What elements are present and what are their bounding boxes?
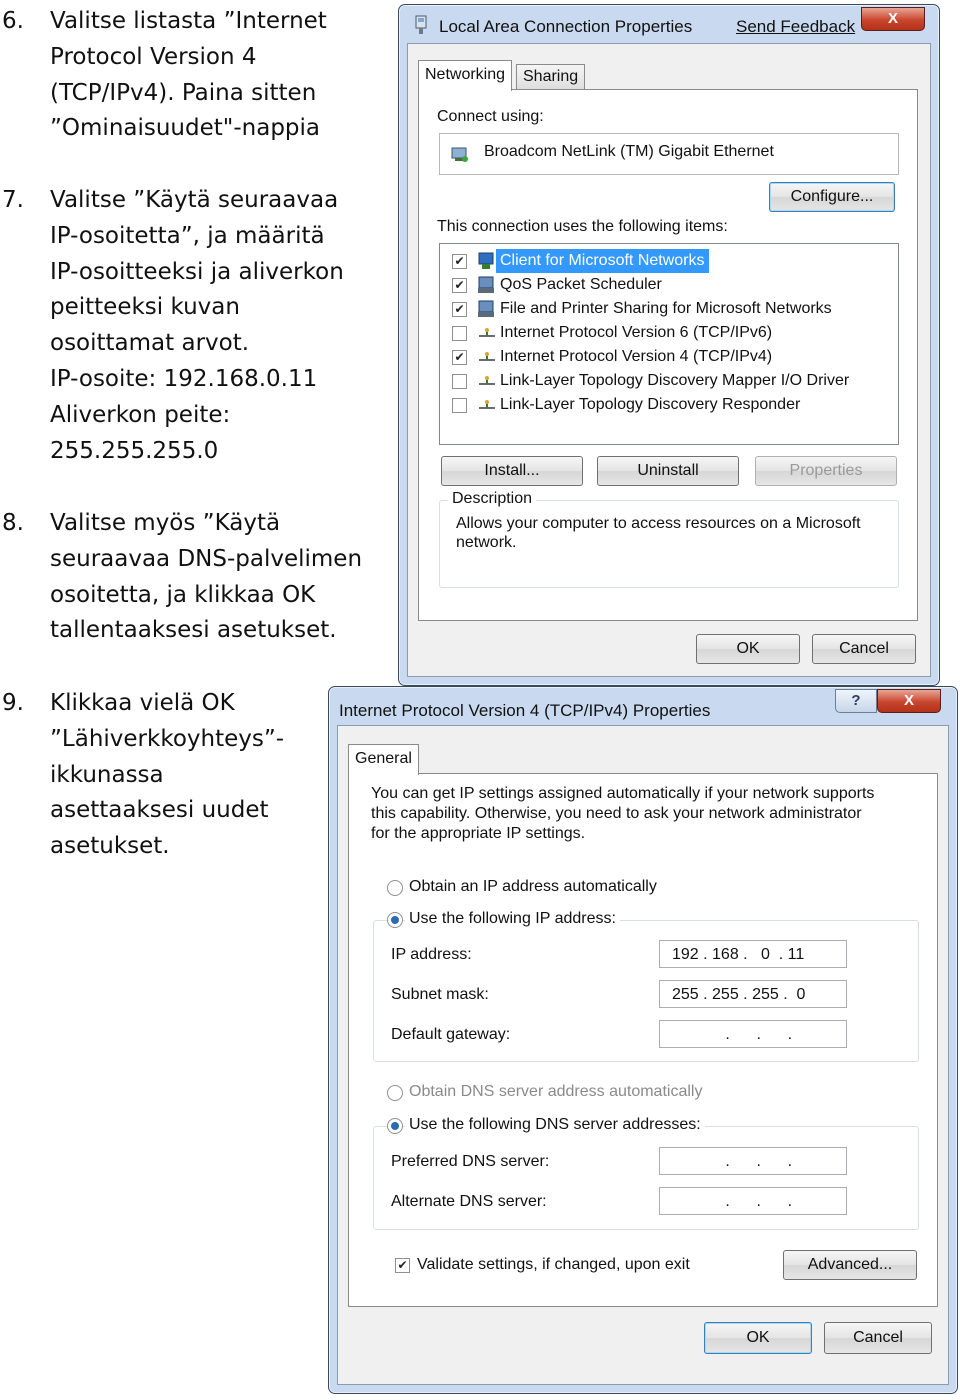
properties-label: Properties [789, 462, 863, 479]
ip-address-field[interactable]: 192 . 168 . 0 . 11 [659, 940, 847, 968]
default-gateway-field[interactable]: . . . [659, 1020, 847, 1048]
instruction-6 [0, 4, 327, 147]
adapter-field [439, 133, 899, 175]
instruction-7 [0, 183, 344, 469]
network-client-icon [476, 251, 496, 271]
instruction-line: Valitse ”Käytä seuraavaa [50, 187, 339, 213]
instruction-number: 7. [2, 187, 24, 213]
validate-checkbox[interactable]: ✔ [395, 1258, 410, 1273]
obtain-ip-auto-radio[interactable] [387, 880, 403, 896]
intro-text-line: for the appropriate IP settings. [371, 825, 586, 842]
item-checkbox[interactable]: ✔ [452, 302, 467, 317]
instruction-line: Valitse listasta ”Internet [50, 8, 327, 34]
item-checkbox[interactable] [452, 398, 467, 413]
validate-label[interactable]: Validate settings, if changed, upon exit [417, 1256, 690, 1273]
instruction-line: IP-osoitteeksi ja aliverkon [50, 258, 344, 285]
send-feedback-link[interactable]: Send Feedback [736, 17, 856, 36]
obtain-ip-auto-label[interactable]: Obtain an IP address automatically [409, 878, 657, 895]
item-label: Link-Layer Topology Discovery Responder [500, 396, 801, 413]
list-item[interactable] [440, 297, 896, 321]
list-item[interactable] [440, 369, 896, 393]
instruction-line: Valitse myös ”Käytä [50, 510, 281, 536]
instruction-line: IP-osoitetta”, ja määritä [50, 222, 325, 249]
instruction-8 [0, 506, 362, 649]
description-group [439, 490, 899, 588]
network-adapter-icon [450, 144, 470, 164]
protocol-icon [478, 351, 496, 363]
general-panel [348, 773, 938, 1307]
list-item[interactable] [440, 321, 896, 345]
description-text-line: network. [456, 534, 517, 551]
network-service-icon [476, 299, 496, 319]
alternate-dns-label: Alternate DNS server: [391, 1193, 547, 1210]
ip-address-label: IP address: [391, 946, 472, 963]
item-checkbox[interactable]: ✔ [452, 254, 467, 269]
obtain-dns-auto-label[interactable]: Obtain DNS server address automatically [409, 1083, 703, 1100]
help-icon: ? [851, 692, 861, 709]
instruction-line: asetukset. [50, 833, 170, 860]
description-label: Description [448, 490, 536, 508]
install-button[interactable] [441, 456, 583, 486]
instruction-line: IP-osoite: 192.168.0.11 [50, 365, 318, 392]
list-item[interactable] [440, 249, 896, 273]
item-label: QoS Packet Scheduler [500, 276, 662, 293]
lan-properties-window [398, 4, 940, 686]
properties-button[interactable] [755, 456, 897, 486]
advanced-button[interactable] [783, 1250, 917, 1280]
item-label: Client for Microsoft Networks [496, 249, 709, 273]
uninstall-button[interactable] [597, 456, 739, 486]
list-item[interactable] [440, 273, 896, 297]
instruction-line: peitteeksi kuvan [50, 294, 240, 321]
intro-text-line: You can get IP settings assigned automatically if your network supports [371, 785, 875, 802]
instruction-line: ”Ominaisuudet"-nappia [50, 115, 321, 142]
network-service-icon [476, 275, 496, 295]
tab-general[interactable]: General [348, 744, 419, 775]
preferred-dns-field[interactable]: . . . [659, 1147, 847, 1175]
lan-close-button[interactable] [861, 7, 925, 31]
close-icon: X [903, 692, 914, 709]
ipv4-window-title: Internet Protocol Version 4 (TCP/IPv4) Properties [339, 701, 711, 720]
network-connection-icon [413, 15, 429, 35]
default-gateway-label: Default gateway: [391, 1026, 511, 1043]
protocol-icon [478, 375, 496, 387]
subnet-mask-label: Subnet mask: [391, 986, 489, 1003]
ipv4-close-button[interactable] [877, 689, 941, 713]
item-checkbox[interactable]: ✔ [452, 350, 467, 365]
instruction-line: (TCP/IPv4). Paina sitten [50, 79, 317, 106]
instruction-number: 9. [2, 690, 24, 716]
obtain-dns-auto-radio[interactable] [387, 1085, 403, 1101]
instruction-line: osoittamat arvot. [50, 330, 250, 357]
intro-text-line: this capability. Otherwise, you need to ask your network administrator [371, 805, 862, 822]
configure-label: Configure... [790, 188, 874, 205]
instruction-line: Protocol Version 4 [50, 43, 257, 70]
alternate-dns-field[interactable]: . . . [659, 1187, 847, 1215]
instruction-9 [0, 686, 284, 865]
lan-client-area [407, 43, 931, 677]
use-following-dns-label[interactable]: Use the following DNS server addresses: [405, 1116, 705, 1134]
ipv4-client-area [337, 725, 949, 1385]
item-checkbox[interactable] [452, 326, 467, 341]
item-label: Internet Protocol Version 6 (TCP/IPv6) [500, 324, 773, 341]
advanced-label: Advanced... [807, 1256, 893, 1273]
ok-label: OK [736, 640, 760, 657]
instruction-line: asettaaksesi uudet [50, 797, 269, 824]
instruction-line: osoitetta, ja klikkaa OK [50, 581, 316, 608]
protocol-icon [478, 327, 496, 339]
instruction-line: Aliverkon peite: [50, 401, 231, 428]
cancel-label: Cancel [853, 1329, 903, 1346]
instruction-number: 8. [2, 510, 24, 536]
instruction-line: ikkunassa [50, 761, 164, 788]
ok-label: OK [746, 1329, 770, 1346]
adapter-name: Broadcom NetLink (TM) Gigabit Ethernet [484, 143, 774, 160]
preferred-dns-label: Preferred DNS server: [391, 1153, 550, 1170]
connection-items-list[interactable] [439, 243, 899, 445]
networking-panel [418, 89, 918, 621]
instruction-line: ”Lähiverkkoyhteys”- [50, 725, 285, 752]
lan-ok-button[interactable] [696, 634, 800, 664]
description-text-line: Allows your computer to access resources on a Microsoft [456, 515, 861, 532]
list-item[interactable] [440, 345, 896, 369]
lan-titlebar[interactable] [399, 5, 939, 43]
item-label: Link-Layer Topology Discovery Mapper I/O Driver [500, 372, 850, 389]
item-checkbox[interactable]: ✔ [452, 278, 467, 293]
use-following-ip-radio[interactable] [387, 912, 403, 928]
uninstall-label: Uninstall [637, 462, 699, 479]
help-button[interactable] [835, 689, 877, 713]
instruction-number: 6. [2, 8, 24, 34]
configure-button[interactable] [769, 182, 895, 212]
item-checkbox[interactable] [452, 374, 467, 389]
tab-sharing[interactable]: Sharing [516, 64, 585, 91]
connect-using-label: Connect using: [437, 108, 544, 125]
ipv4-titlebar[interactable] [329, 687, 957, 725]
subnet-mask-field[interactable]: 255 . 255 . 255 . 0 [659, 980, 847, 1008]
install-label: Install... [484, 462, 540, 479]
instruction-line: tallentaaksesi asetukset. [50, 617, 337, 644]
item-label: Internet Protocol Version 4 (TCP/IPv4) [500, 348, 773, 365]
instruction-line: Klikkaa vielä OK [50, 690, 235, 716]
close-icon: X [887, 10, 898, 27]
list-item[interactable] [440, 393, 896, 417]
protocol-icon [478, 399, 496, 411]
use-following-ip-label[interactable]: Use the following IP address: [405, 910, 620, 928]
use-following-dns-radio[interactable] [387, 1118, 403, 1134]
ipv4-properties-window [328, 686, 958, 1394]
item-label: File and Printer Sharing for Microsoft Networks [500, 300, 832, 317]
instruction-line: seuraavaa DNS-palvelimen [50, 545, 363, 572]
lan-window-title: Local Area Connection Properties [439, 17, 693, 36]
items-label: This connection uses the following items: [437, 218, 728, 235]
ipv4-cancel-button[interactable] [824, 1322, 932, 1354]
ipv4-ok-button[interactable] [704, 1322, 812, 1354]
lan-cancel-button[interactable] [812, 634, 916, 664]
tab-networking[interactable]: Networking [418, 60, 512, 91]
cancel-label: Cancel [839, 640, 889, 657]
instruction-line: 255.255.255.0 [50, 437, 219, 464]
